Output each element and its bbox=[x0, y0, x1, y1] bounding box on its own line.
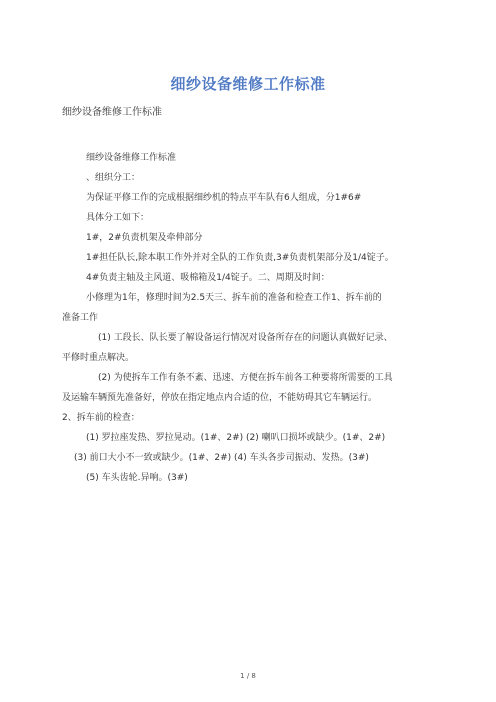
paragraph-duty-1-2: 1#，2#负责机架及牵伸部分 bbox=[86, 233, 203, 243]
paragraph-inspection-3-4: (3) 前口大小不一致或缺少。(1#、2#) (4) 车头各步司振动、发热。(3#) bbox=[74, 453, 369, 463]
paragraph-prep-2-cont: 及运输车辆预先准备好，停放在指定地点内合适的位，不能妨碍其它车辆运行。 bbox=[62, 393, 378, 403]
paragraph-team-composition: 为保证平修工作的完成根据细纱机的特点平车队有6人组成，分1#6# bbox=[86, 193, 362, 203]
paragraph-cycle-cont: 准备工作 bbox=[62, 313, 99, 323]
paragraph-inspection-1-2: (1) 罗拉座发热、罗拉晃动。(1#、2#) (2) 喇叭口损坏或缺少。(1#、2#) bbox=[86, 433, 386, 443]
paragraph-division-intro: 具体分工如下： bbox=[86, 213, 150, 223]
document-title: 细纱设备维修工作标准 bbox=[170, 75, 326, 93]
paragraph-cycle: 小修理为1年，修理时间为2.5天三、拆车前的准备和检查工作1、拆车前的 bbox=[86, 293, 382, 303]
document-subtitle: 细纱设备维修工作标准 bbox=[62, 107, 162, 118]
paragraph-prep-1: (1) 工段长、队长要了解设备运行情况对设备所存在的问题认真做好记录、 bbox=[98, 333, 393, 343]
paragraph-duty-leader: 1#担任队长,除本职工作外并对全队的工作负责,3#负责机架部分及1/4锭子。 bbox=[86, 253, 394, 263]
paragraph-prep-2: (2) 为使拆车工作有条不紊、迅速、方便在拆车前各工种要将所需要的工具 bbox=[98, 373, 393, 383]
paragraph-duty-4: 4#负责主轴及主风道、吸棉箱及1/4锭子。二、周期及时间： bbox=[86, 273, 330, 283]
page-number: 1 / 8 bbox=[240, 672, 256, 680]
document-body bbox=[62, 148, 434, 488]
paragraph-inspection: 2、拆车前的检查： bbox=[62, 413, 140, 423]
paragraph-inspection-5: (5) 车头齿轮.异响。(3#) bbox=[86, 473, 188, 483]
paragraph-heading: 细纱设备维修工作标准 bbox=[86, 153, 177, 163]
paragraph-organization: 、组织分工： bbox=[86, 173, 141, 183]
paragraph-prep-1-cont: 平修时重点解决。 bbox=[62, 353, 135, 363]
